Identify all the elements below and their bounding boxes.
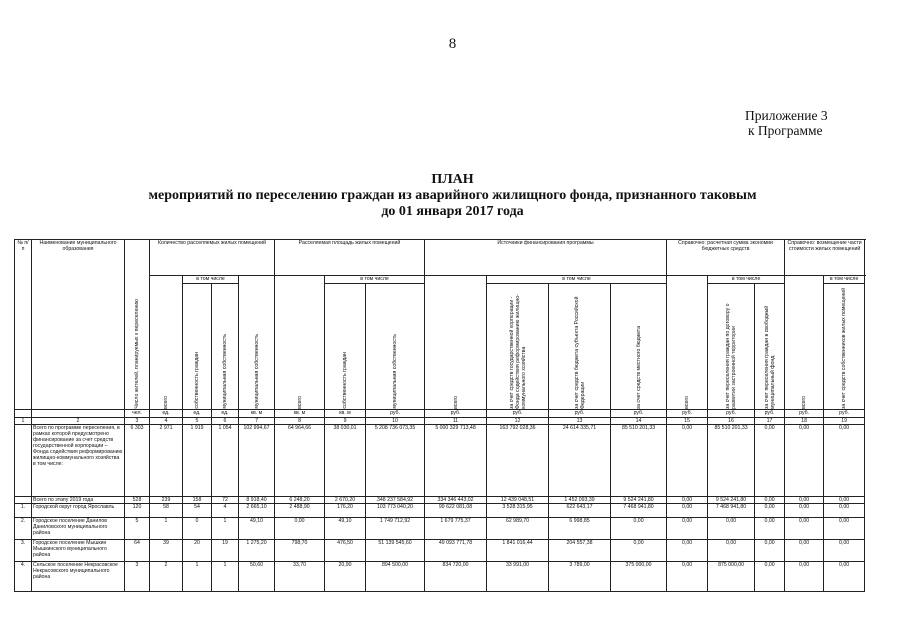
row-value: 6 248,20 [275,497,325,504]
row-value: 0,00 [611,540,667,562]
header-rooms-citizens: собственность граждан [194,352,200,409]
table-row [15,518,865,540]
title-line-2: мероприятий по переселению граждан из аварийного жилищного фонда, признанного таковым [148,188,757,203]
row-value: 102 994,67 [239,425,275,497]
row-value: 7 468 941,80 [611,504,667,518]
column-number: 8 [275,418,325,425]
header-reimb-owners: за счет средств собственников жилых помещений [841,287,848,409]
row-value: 0,00 [275,518,325,540]
unit-cell: кв. м [325,410,366,418]
row-value: 50,60 [239,562,275,592]
row-value: 3 [125,562,150,592]
row-value: 103 773 040,20 [366,504,425,518]
row-value: 476,50 [325,540,366,562]
row-value: 9 524 241,80 [708,497,755,504]
row-value: 0,00 [785,518,824,540]
units-row [15,410,865,418]
row-value: 85 510 201,33 [611,425,667,497]
row-value: 0,00 [785,540,824,562]
row-value: 0,00 [667,425,708,497]
row-value: 0,00 [755,518,785,540]
table-header [15,240,865,425]
unit-cell: руб. [425,410,487,418]
row-value: 875 000,00 [708,562,755,592]
header-rooms-municipal-2: муниципальная собственность [222,334,228,409]
unit-cell: ед. [183,410,212,418]
column-number: 16 [708,418,755,425]
unit-cell: чел. [125,410,150,418]
column-number: 6 [212,418,239,425]
row-value: 5 000 329 713,48 [425,425,487,497]
column-number: 2 [32,418,125,425]
row-value: 0,00 [611,518,667,540]
column-number: 11 [425,418,487,425]
column-number: 1 [15,418,32,425]
row-value: 1 [183,562,212,592]
row-value: 0,00 [824,497,865,504]
title-line-3: до 01 января 2017 года [381,204,524,219]
row-value: 0,00 [755,497,785,504]
row-value: 0,00 [755,425,785,497]
header-rooms-municipal: муниципальная собственность [253,334,260,409]
row-value: 0,00 [824,540,865,562]
row-value: 3 528 315,95 [487,504,549,518]
row-value: 894 500,00 [366,562,425,592]
unit-cell: руб. [708,410,755,418]
row-municipality: Всего по этапу 2019 года [32,497,125,504]
header-rooms-in-that: в том числе [183,276,239,284]
header-sources-total: всего [452,396,459,409]
row-value: 1 919 [183,425,212,497]
row-value: 33,70 [275,562,325,592]
column-number: 4 [150,418,183,425]
row-value: 0,00 [755,540,785,562]
unit-cell: руб. [366,410,425,418]
column-number: 15 [667,418,708,425]
row-number: 2. [15,518,32,540]
row-value: 24 614 335,71 [549,425,611,497]
row-value: 2 665,10 [239,504,275,518]
row-number: 4. [15,562,32,592]
row-value: 6 303 [125,425,150,497]
row-number [15,497,32,504]
unit-cell: ед. [212,410,239,418]
page-number: 8 [448,36,457,52]
plan-table [14,239,865,592]
row-value: 20,90 [325,562,366,592]
row-value: 204 557,38 [549,540,611,562]
column-number: 12 [487,418,549,425]
row-value: 33 991,00 [487,562,549,592]
row-value: 4 [212,504,239,518]
header-reimbursement: Справочно: возмещение части стоимости жилых помещений [785,240,865,276]
row-value: 348 237 584,92 [366,497,425,504]
table-row [15,425,865,497]
row-value: 0,00 [755,504,785,518]
column-number: 13 [549,418,611,425]
row-value: 38 030,01 [325,425,366,497]
row-value: 0,00 [785,562,824,592]
header-reimb-total: всего [801,396,808,409]
row-value: 158 [183,497,212,504]
header-num: № п/п [15,240,32,410]
header-rooms-total: всего [163,396,169,409]
row-value: 1 679 775,37 [425,518,487,540]
header-people: Число жителей, планируемых к переселению [134,299,140,409]
row-value: 798,70 [275,540,325,562]
row-value: 0,00 [785,504,824,518]
column-number: 5 [183,418,212,425]
row-value: 0,00 [824,518,865,540]
row-value: 99 622 081,08 [425,504,487,518]
row-value: 0,00 [667,562,708,592]
appendix-label [745,108,828,138]
unit-cell: руб. [785,410,824,418]
column-number: 17 [755,418,785,425]
row-value: 1 054 [212,425,239,497]
header-economy-total: всего [684,396,691,409]
table-row [15,504,865,518]
row-value: 0,00 [824,425,865,497]
unit-cell: руб. [755,410,785,418]
row-value: 39 [150,540,183,562]
row-value: 64 964,66 [275,425,325,497]
row-value: 0,00 [824,562,865,592]
header-rooms: Количество расселяемых жилых помещений [150,240,275,276]
row-value: 20 [183,540,212,562]
row-value: 0,00 [708,518,755,540]
row-value: 834 720,00 [425,562,487,592]
row-municipality: Сельское поселение Некрасовское Некрасовского муниципального района [32,562,125,592]
row-value: 64 [125,540,150,562]
row-value: 49 093 771,78 [425,540,487,562]
row-value: 9 524 241,80 [611,497,667,504]
row-value: 85 510 201,33 [708,425,755,497]
row-value: 0,00 [755,562,785,592]
row-value: 1 [212,518,239,540]
unit-cell: кв. м [275,410,325,418]
row-value: 0,00 [667,497,708,504]
unit-cell: руб. [549,410,611,418]
row-municipality: Городское поселение Мышкин Мышкинского муниципального района [32,540,125,562]
row-value: 0,00 [667,504,708,518]
row-value: 1 749 712,92 [366,518,425,540]
row-municipality: Всего по программе переселения, в рамках которой предусмотрено финансирование за счет средств государственной корпорации – Фонда содействия реформированию жилищно-коммунального хозяйства в том числе: [32,425,125,497]
row-value: 0,00 [785,425,824,497]
row-number: 1. [15,504,32,518]
row-value: 12 439 048,51 [487,497,549,504]
header-area: Расселяемая площадь жилых помещений [275,240,425,276]
row-value: 1 841 016,44 [487,540,549,562]
row-value: 8 918,40 [239,497,275,504]
row-value: 54 [183,504,212,518]
row-value: 58 [150,504,183,518]
row-value: 239 [150,497,183,504]
header-local-budget: за счет средств местного бюджета [635,325,642,409]
row-value: 622 643,17 [549,504,611,518]
header-municipality: Наименование муниципального образования [32,240,125,410]
table-body [15,425,865,592]
unit-cell: руб. [824,410,865,418]
column-number: 18 [785,418,824,425]
header-area-total: всего [296,396,303,409]
row-value: 176,20 [325,504,366,518]
row-value: 5 208 736 073,35 [366,425,425,497]
appendix-line-2: к Программе [748,123,823,138]
row-value: 2 670,20 [325,497,366,504]
row-value: 1 [212,562,239,592]
row-value: 528 [125,497,150,504]
header-economy-territory: за счет переселения граждан по договору о развитии застроенной территории [725,303,738,409]
unit-cell: руб. [667,410,708,418]
header-region-budget: за счет средств бюджета субъекта Российской Федерации [573,296,586,409]
table-row [15,562,865,592]
header-sources-in-that: в том числе [487,276,667,284]
table-row [15,540,865,562]
unit-cell: ед. [150,410,183,418]
row-number [15,425,32,497]
header-economy: Справочно: расчетная сумма экономии бюджетных средств [667,240,785,276]
unit-cell: кв. м [239,410,275,418]
row-value: 163 792 028,36 [487,425,549,497]
row-value: 5 [125,518,150,540]
row-value: 334 346 443,02 [425,497,487,504]
table-row [15,497,865,504]
row-value: 3 789,00 [549,562,611,592]
row-value: 0,00 [667,540,708,562]
row-value: 62 989,70 [487,518,549,540]
row-number: 3. [15,540,32,562]
row-value: 19 [212,540,239,562]
header-area-in-that: в том числе [325,276,425,284]
row-value: 2 488,90 [275,504,325,518]
row-value: 1 [150,518,183,540]
row-value: 51 139 545,60 [366,540,425,562]
document-title [0,172,905,220]
column-number: 3 [125,418,150,425]
header-area-citizens: собственность граждан [342,352,349,409]
row-value: 49,10 [239,518,275,540]
column-number: 14 [611,418,667,425]
column-number: 9 [325,418,366,425]
unit-cell: руб. [487,410,549,418]
row-value: 1 452 093,39 [549,497,611,504]
title-line-1: ПЛАН [431,172,474,187]
row-municipality: Городской округ город Ярославль [32,504,125,518]
row-value: 7 468 941,80 [708,504,755,518]
header-fund: за счет средств государственной корпорации - Фонда содействия реформированию жилищно-коммунального хозяйства [508,294,527,409]
row-value: 375 000,00 [611,562,667,592]
row-value: 0 [183,518,212,540]
header-sources: Источники финансирования программы [425,240,667,276]
row-value: 1 275,20 [239,540,275,562]
row-value: 2 971 [150,425,183,497]
row-value: 0,00 [785,497,824,504]
row-value: 72 [212,497,239,504]
row-value: 2 [150,562,183,592]
header-economy-free-fund: за счет переселения граждан в свободный муниципальный фонд [763,305,776,409]
row-value: 49,10 [325,518,366,540]
row-value: 120 [125,504,150,518]
header-area-municipal: муниципальная собственность [392,334,399,409]
column-numbers-row [15,418,865,425]
row-value: 0,00 [824,504,865,518]
row-municipality: Городское поселение Данилов Даниловского муниципального района [32,518,125,540]
row-value: 0,00 [708,540,755,562]
column-number: 10 [366,418,425,425]
column-number: 19 [824,418,865,425]
appendix-line-1: Приложение 3 [745,108,828,123]
header-economy-in-that: в том числе [708,276,785,284]
column-number: 7 [239,418,275,425]
unit-cell: руб. [611,410,667,418]
row-value: 6 998,85 [549,518,611,540]
row-value: 0,00 [667,518,708,540]
header-reimb-in-that: в том числе [824,276,865,284]
